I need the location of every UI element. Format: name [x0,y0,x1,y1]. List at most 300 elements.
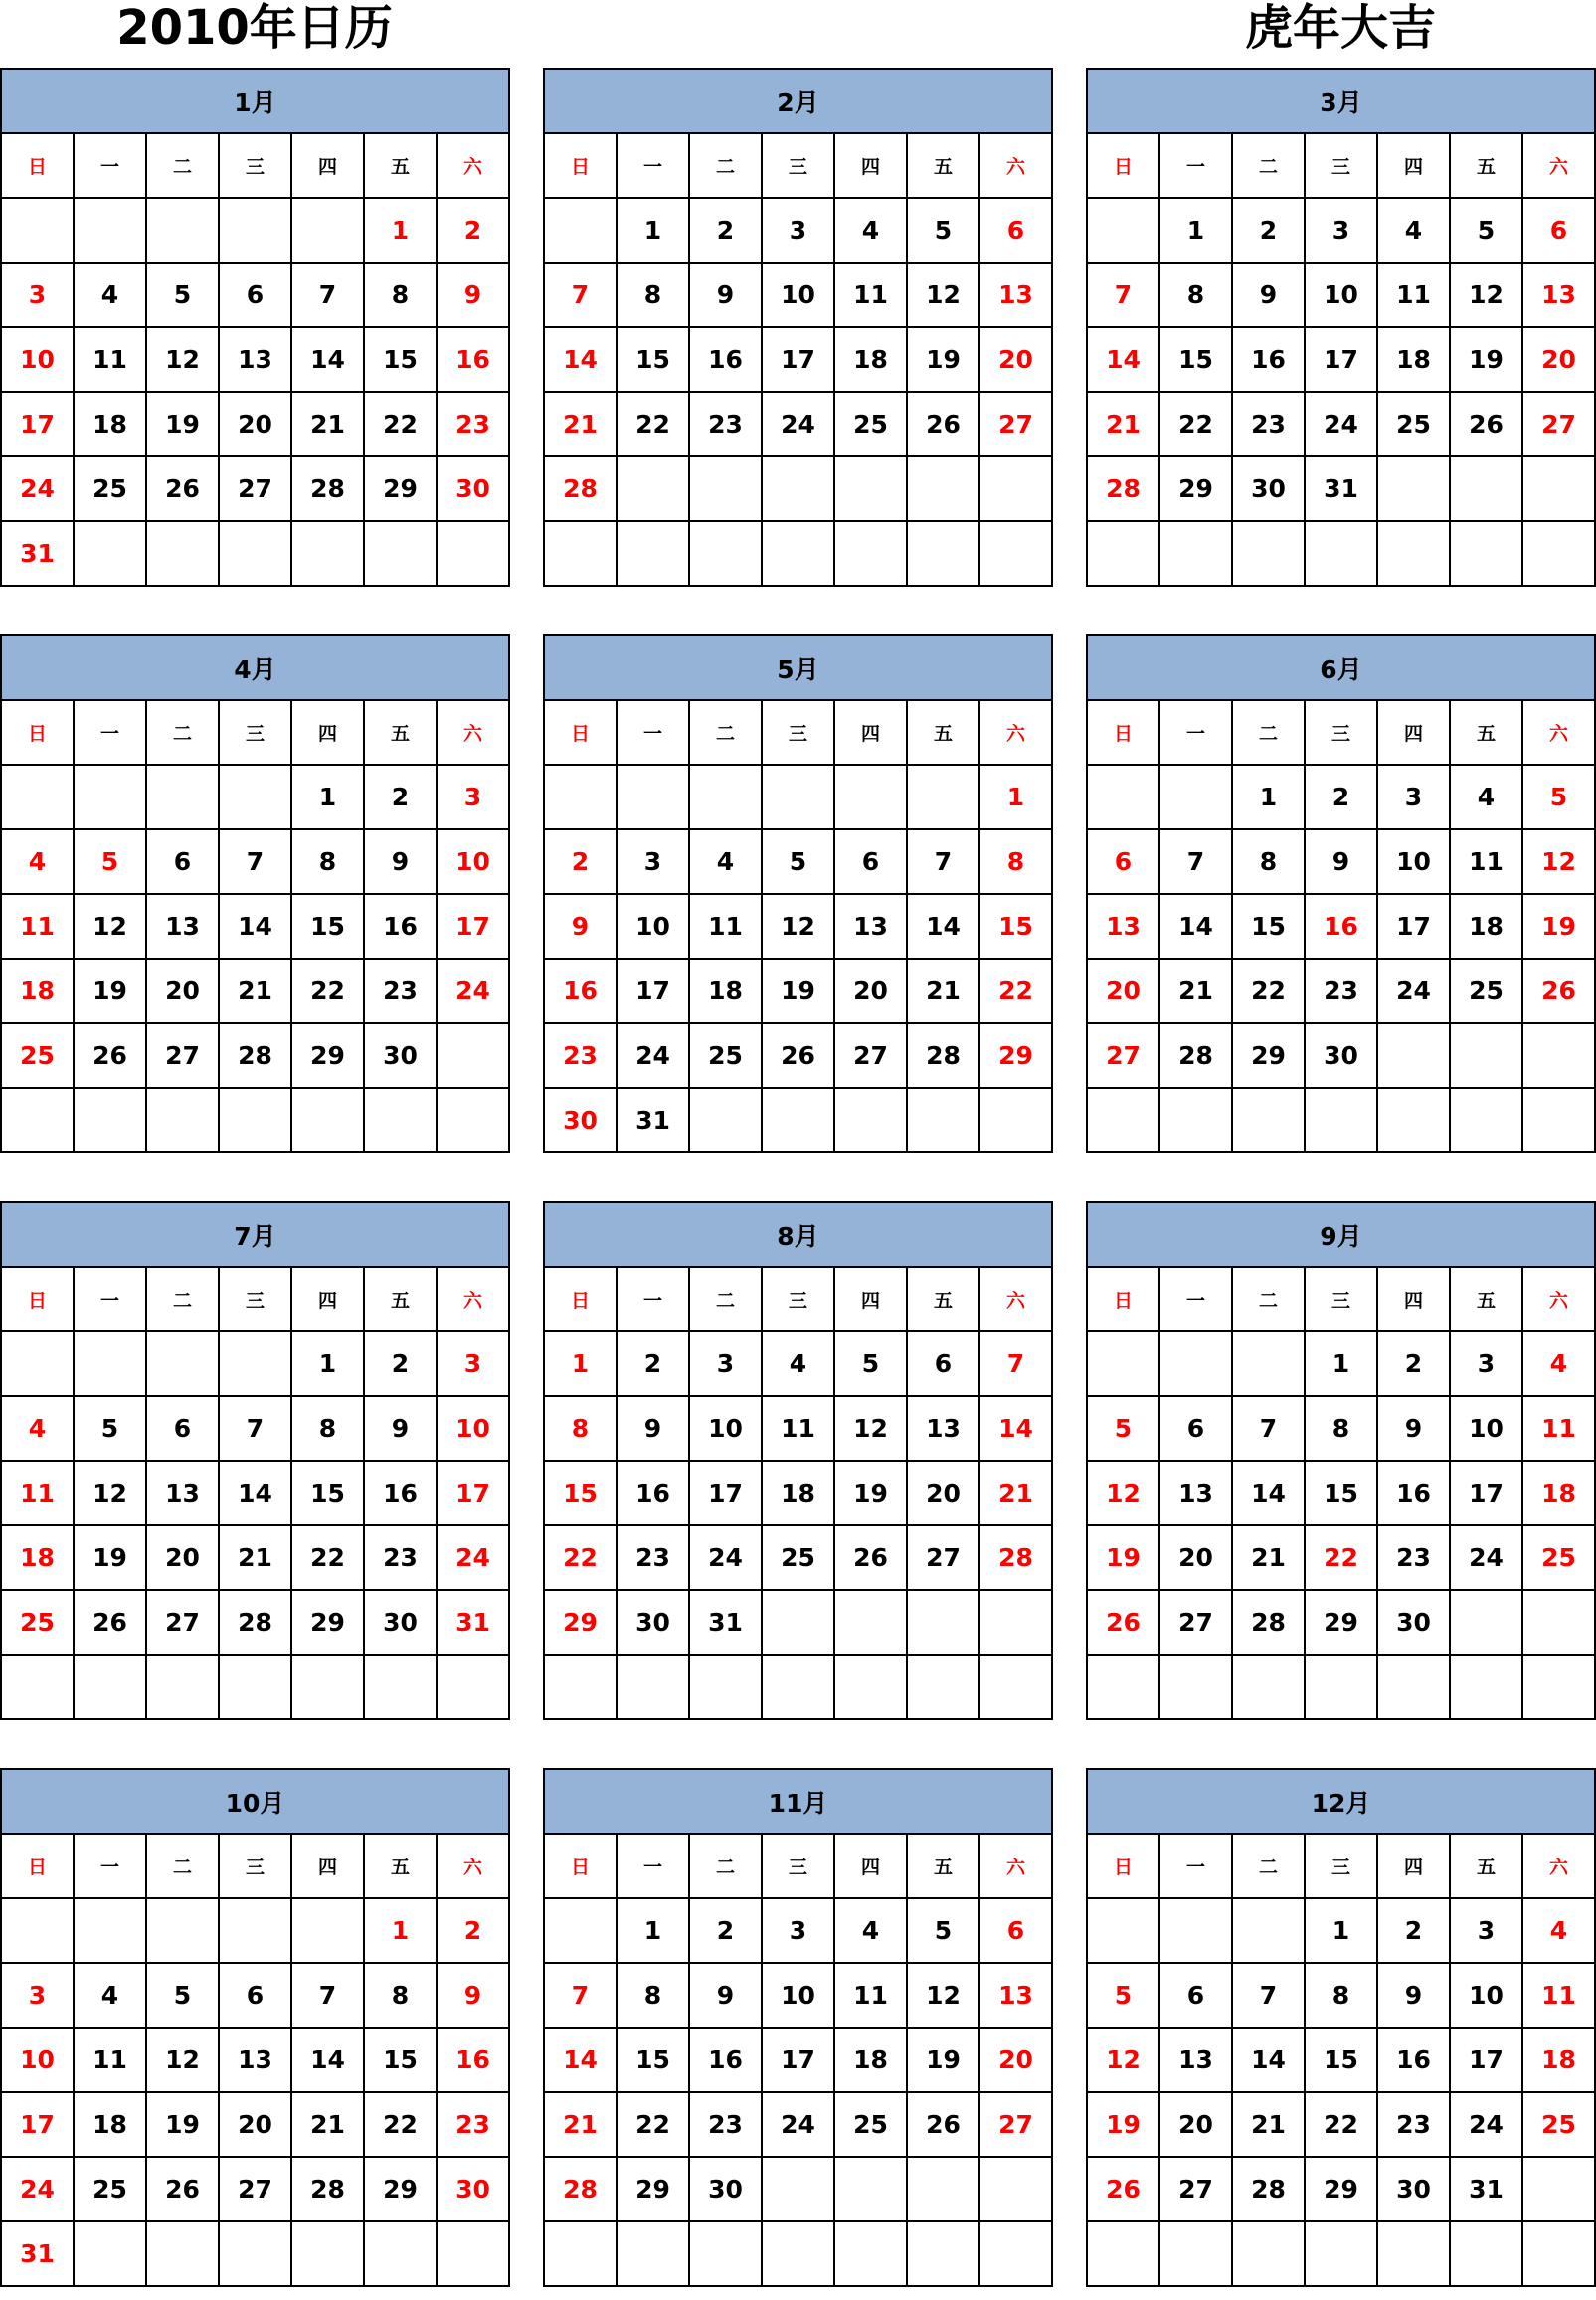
day-cell: 8 [291,829,364,894]
day-cell: 5 [907,1898,979,1963]
day-cell: 12 [834,1396,907,1461]
week-row [1087,2092,1595,2157]
day-cell: 3 [1450,1331,1522,1396]
empty-cell [1087,198,1159,263]
empty-cell [1087,1331,1159,1396]
empty-cell [544,1898,617,1963]
empty-cell [146,1088,219,1152]
weekday-label: 六 [437,1834,509,1898]
day-cell: 21 [1232,2092,1305,2157]
day-cell: 28 [544,456,617,521]
weekday-label: 日 [1087,133,1159,198]
day-cell: 14 [907,894,979,959]
day-cell: 21 [1232,1525,1305,1590]
day-cell: 26 [907,392,979,456]
week-row [544,198,1052,263]
day-cell: 2 [1232,198,1305,263]
day-cell: 2 [617,1331,689,1396]
empty-cell [1159,1898,1232,1963]
empty-cell [74,521,146,586]
day-cell: 8 [1159,263,1232,327]
empty-cell [1232,2221,1305,2286]
day-cell: 1 [364,198,437,263]
empty-cell [1450,2221,1522,2286]
weekday-label: 日 [1087,700,1159,765]
day-cell: 23 [1377,1525,1450,1590]
day-cell: 10 [762,263,834,327]
month-block [543,634,1053,1166]
day-cell: 1 [617,198,689,263]
day-cell: 20 [219,392,291,456]
day-cell: 17 [1450,1461,1522,1525]
weekday-label: 三 [1305,1834,1377,1898]
day-cell: 28 [219,1590,291,1655]
weekday-label: 日 [544,133,617,198]
day-cell: 8 [1232,829,1305,894]
weekday-label: 五 [364,700,437,765]
empty-cell [689,521,762,586]
empty-cell [74,198,146,263]
day-cell: 12 [907,1963,979,2028]
empty-cell [146,1331,219,1396]
day-cell: 12 [74,894,146,959]
empty-cell [146,1655,219,1719]
day-cell: 17 [762,2028,834,2092]
day-cell: 13 [219,327,291,392]
day-cell: 25 [1377,392,1450,456]
day-cell: 19 [1522,894,1595,959]
day-cell: 15 [1305,1461,1377,1525]
day-cell: 22 [1159,392,1232,456]
week-row [1087,1331,1595,1396]
empty-cell [146,2221,219,2286]
month-table [0,1201,510,1720]
day-cell: 17 [437,1461,509,1525]
day-cell: 11 [1522,1963,1595,2028]
day-cell: 7 [291,263,364,327]
day-cell: 23 [364,959,437,1023]
empty-cell [1,198,74,263]
weekday-label: 四 [291,133,364,198]
day-cell: 17 [1450,2028,1522,2092]
empty-cell [1450,521,1522,586]
day-cell: 9 [1377,1963,1450,2028]
day-cell: 29 [979,1023,1052,1088]
day-cell: 9 [544,894,617,959]
day-cell: 24 [1450,2092,1522,2157]
day-cell: 9 [364,829,437,894]
day-cell: 4 [1,1396,74,1461]
day-cell: 20 [834,959,907,1023]
empty-cell [1232,1331,1305,1396]
day-cell: 20 [146,1525,219,1590]
day-cell: 4 [1450,765,1522,829]
empty-cell [1232,1088,1305,1152]
empty-cell [1377,2221,1450,2286]
weekday-label: 二 [1232,700,1305,765]
empty-cell [364,1088,437,1152]
weekday-label: 五 [1450,1267,1522,1331]
month-header: 5月 [544,635,1052,700]
day-cell: 25 [689,1023,762,1088]
week-row [1,198,509,263]
week-row [1,1963,509,2028]
empty-cell [74,765,146,829]
empty-cell [1159,1331,1232,1396]
day-cell: 19 [834,1461,907,1525]
week-row [1,1396,509,1461]
empty-cell [1377,1023,1450,1088]
weekday-label: 日 [1,700,74,765]
empty-cell [834,1088,907,1152]
week-row [544,2092,1052,2157]
day-cell: 25 [1,1590,74,1655]
week-row [1087,521,1595,586]
day-cell: 5 [1522,765,1595,829]
day-cell: 14 [291,327,364,392]
day-cell: 14 [1087,327,1159,392]
day-cell: 19 [146,2092,219,2157]
day-cell: 31 [617,1088,689,1152]
day-cell: 28 [1232,1590,1305,1655]
empty-cell [437,2221,509,2286]
day-cell: 22 [617,2092,689,2157]
weekday-label: 四 [1377,700,1450,765]
day-cell: 1 [617,1898,689,1963]
day-cell: 10 [1305,263,1377,327]
day-cell: 19 [907,2028,979,2092]
day-cell: 5 [146,263,219,327]
day-cell: 3 [1377,765,1450,829]
weekday-label: 四 [834,133,907,198]
day-cell: 8 [544,1396,617,1461]
day-cell: 7 [219,829,291,894]
weekday-label: 二 [689,133,762,198]
day-cell: 17 [689,1461,762,1525]
day-cell: 18 [689,959,762,1023]
week-row [1,1461,509,1525]
empty-cell [907,765,979,829]
day-cell: 7 [1159,829,1232,894]
weekday-label: 二 [1232,133,1305,198]
day-cell: 14 [1159,894,1232,959]
day-cell: 24 [689,1525,762,1590]
empty-cell [146,521,219,586]
day-cell: 7 [979,1331,1052,1396]
day-cell: 5 [1450,198,1522,263]
day-cell: 16 [1232,327,1305,392]
day-cell: 9 [364,1396,437,1461]
empty-cell [291,521,364,586]
day-cell: 16 [437,327,509,392]
week-row [544,1590,1052,1655]
day-cell: 27 [979,2092,1052,2157]
weekday-label: 五 [364,133,437,198]
day-cell: 30 [364,1590,437,1655]
weekday-label: 四 [291,1267,364,1331]
weekday-label: 六 [1522,1834,1595,1898]
day-cell: 3 [437,1331,509,1396]
day-cell: 28 [544,2157,617,2221]
day-cell: 15 [364,327,437,392]
day-cell: 9 [689,263,762,327]
week-row [1,959,509,1023]
empty-cell [689,1088,762,1152]
day-cell: 25 [834,392,907,456]
month-block [543,1201,1053,1733]
empty-cell [1305,1655,1377,1719]
empty-cell [1087,1898,1159,1963]
day-cell: 17 [437,894,509,959]
day-cell: 5 [834,1331,907,1396]
empty-cell [1522,2157,1595,2221]
day-cell: 10 [762,1963,834,2028]
week-row [1,1023,509,1088]
day-cell: 19 [907,327,979,392]
week-row [544,894,1052,959]
weekday-label: 日 [1087,1834,1159,1898]
weekday-label: 四 [834,700,907,765]
day-cell: 21 [544,2092,617,2157]
day-cell: 15 [291,1461,364,1525]
empty-cell [834,1590,907,1655]
day-cell: 24 [1305,392,1377,456]
week-row [544,2028,1052,2092]
day-cell: 30 [617,1590,689,1655]
empty-cell [219,198,291,263]
week-row [544,2221,1052,2286]
week-row [1087,1655,1595,1719]
month-header: 2月 [544,69,1052,133]
empty-cell [979,1088,1052,1152]
weekday-label: 六 [1522,133,1595,198]
day-cell: 29 [617,2157,689,2221]
weekday-label: 四 [834,1834,907,1898]
empty-cell [437,521,509,586]
day-cell: 17 [762,327,834,392]
day-cell: 20 [1159,2092,1232,2157]
week-row [1,2157,509,2221]
day-cell: 26 [1087,2157,1159,2221]
day-cell: 18 [74,392,146,456]
weekday-label: 三 [219,1267,291,1331]
empty-cell [1,1898,74,1963]
day-cell: 20 [219,2092,291,2157]
empty-cell [364,521,437,586]
empty-cell [1450,1088,1522,1152]
empty-cell [291,1655,364,1719]
weekday-label: 三 [1305,1267,1377,1331]
weekday-label: 三 [1305,700,1377,765]
empty-cell [689,456,762,521]
day-cell: 22 [364,2092,437,2157]
day-cell: 1 [291,1331,364,1396]
week-row [1087,456,1595,521]
day-cell: 8 [617,263,689,327]
day-cell: 16 [364,894,437,959]
day-cell: 2 [437,1898,509,1963]
weekday-label: 一 [1159,1834,1232,1898]
day-cell: 27 [1087,1023,1159,1088]
day-cell: 15 [1159,327,1232,392]
empty-cell [219,1088,291,1152]
day-cell: 28 [1232,2157,1305,2221]
week-row [544,1461,1052,1525]
day-cell: 8 [1305,1396,1377,1461]
month-block [0,634,510,1166]
day-cell: 13 [146,894,219,959]
day-cell: 23 [617,1525,689,1590]
day-cell: 3 [1450,1898,1522,1963]
weekday-label: 五 [907,133,979,198]
day-cell: 18 [1,1525,74,1590]
day-cell: 27 [219,456,291,521]
week-row [1,1898,509,1963]
day-cell: 2 [544,829,617,894]
empty-cell [979,1590,1052,1655]
day-cell: 30 [1377,1590,1450,1655]
week-row [544,2157,1052,2221]
page-title: 2010年日历 [116,0,393,56]
day-cell: 16 [1377,1461,1450,1525]
empty-cell [617,1655,689,1719]
day-cell: 22 [544,1525,617,1590]
empty-cell [74,1088,146,1152]
weekday-label: 五 [907,700,979,765]
weekday-label: 一 [74,133,146,198]
weekday-label: 日 [1087,1267,1159,1331]
day-cell: 12 [74,1461,146,1525]
empty-cell [762,456,834,521]
day-cell: 4 [689,829,762,894]
empty-cell [907,1655,979,1719]
empty-cell [762,765,834,829]
day-cell: 28 [219,1023,291,1088]
week-row [1087,2028,1595,2092]
empty-cell [762,521,834,586]
day-cell: 14 [219,1461,291,1525]
empty-cell [1159,2221,1232,2286]
day-cell: 27 [146,1023,219,1088]
empty-cell [74,1655,146,1719]
empty-cell [762,1088,834,1152]
day-cell: 30 [437,456,509,521]
empty-cell [834,521,907,586]
day-cell: 26 [762,1023,834,1088]
weekday-label: 二 [146,133,219,198]
month-table [543,1201,1053,1720]
day-cell: 20 [1522,327,1595,392]
weekday-label: 二 [146,1834,219,1898]
day-cell: 31 [437,1590,509,1655]
day-cell: 18 [1377,327,1450,392]
week-row [1087,1396,1595,1461]
weekday-label: 一 [74,1267,146,1331]
week-row [1087,1461,1595,1525]
empty-cell [1,1655,74,1719]
day-cell: 11 [1450,829,1522,894]
week-row [1,1331,509,1396]
empty-cell [1159,1655,1232,1719]
empty-cell [834,765,907,829]
day-cell: 26 [1087,1590,1159,1655]
day-cell: 30 [689,2157,762,2221]
day-cell: 27 [219,2157,291,2221]
day-cell: 22 [364,392,437,456]
day-cell: 23 [1377,2092,1450,2157]
month-block [1086,68,1596,600]
empty-cell [1,1088,74,1152]
day-cell: 20 [907,1461,979,1525]
week-row [1,894,509,959]
week-row [1087,2157,1595,2221]
week-row [544,1331,1052,1396]
day-cell: 3 [1305,198,1377,263]
day-cell: 25 [1522,1525,1595,1590]
weekday-label: 五 [907,1834,979,1898]
empty-cell [617,765,689,829]
weekday-label: 二 [1232,1267,1305,1331]
week-row [544,1898,1052,1963]
empty-cell [544,1655,617,1719]
day-cell: 9 [617,1396,689,1461]
empty-cell [1159,1088,1232,1152]
empty-cell [219,2221,291,2286]
day-cell: 1 [1159,198,1232,263]
weekday-label: 三 [762,1267,834,1331]
day-cell: 12 [1450,263,1522,327]
day-cell: 28 [907,1023,979,1088]
week-row [544,1396,1052,1461]
day-cell: 10 [437,1396,509,1461]
day-cell: 22 [1305,1525,1377,1590]
weekday-label: 二 [146,700,219,765]
day-cell: 11 [834,1963,907,2028]
month-header: 6月 [1087,635,1595,700]
weekday-label: 六 [1522,1267,1595,1331]
day-cell: 7 [1232,1963,1305,2028]
empty-cell [219,1331,291,1396]
weekday-label: 日 [1,1267,74,1331]
month-header: 4月 [1,635,509,700]
day-cell: 16 [689,327,762,392]
day-cell: 26 [834,1525,907,1590]
day-cell: 23 [364,1525,437,1590]
day-cell: 28 [291,2157,364,2221]
empty-cell [689,765,762,829]
day-cell: 14 [1232,2028,1305,2092]
empty-cell [1159,765,1232,829]
weekday-label: 三 [1305,133,1377,198]
day-cell: 29 [291,1023,364,1088]
empty-cell [219,521,291,586]
week-row [1087,829,1595,894]
weekday-label: 二 [146,1267,219,1331]
week-row [1087,1963,1595,2028]
day-cell: 27 [1159,2157,1232,2221]
day-cell: 3 [689,1331,762,1396]
week-row [544,263,1052,327]
week-row [1087,1525,1595,1590]
day-cell: 12 [762,894,834,959]
day-cell: 25 [1,1023,74,1088]
weekday-label: 一 [617,1267,689,1331]
day-cell: 27 [1522,392,1595,456]
day-cell: 26 [74,1023,146,1088]
weekday-label: 日 [1,133,74,198]
empty-cell [834,1655,907,1719]
day-cell: 23 [437,2092,509,2157]
